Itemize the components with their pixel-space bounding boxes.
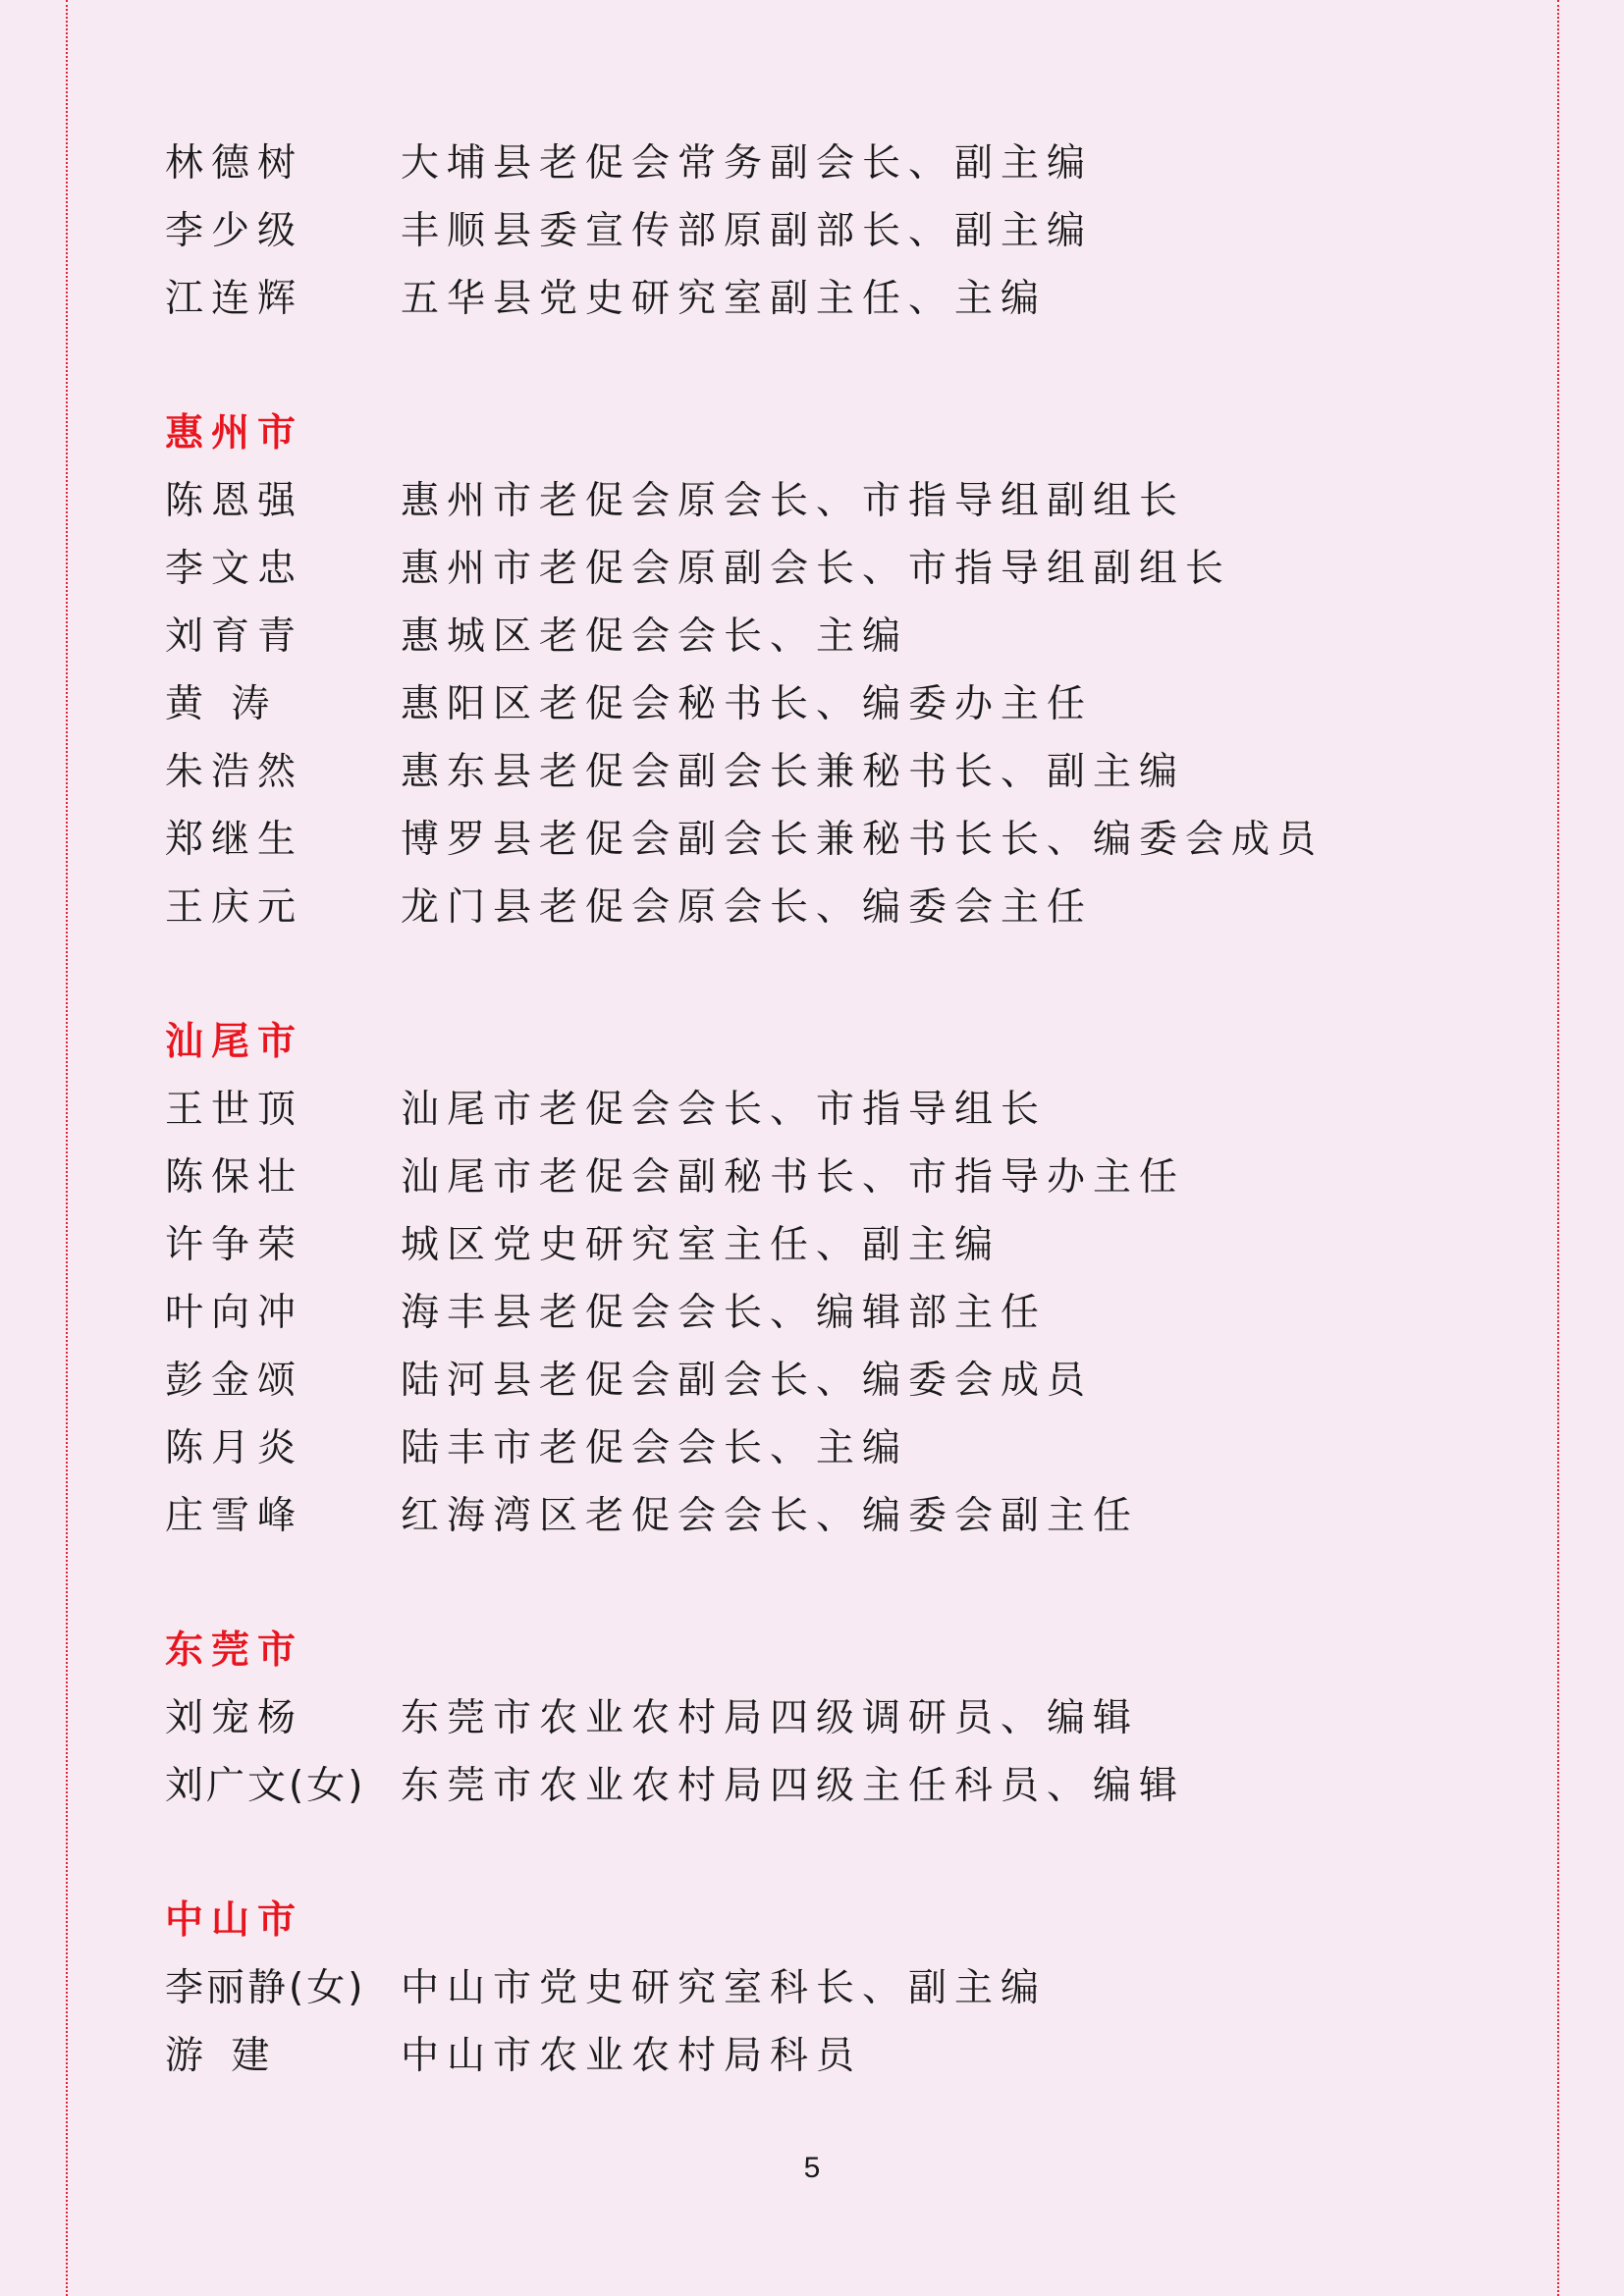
person-title: 陆河县老促会副会长、编委会成员	[401, 1358, 1094, 1403]
person-title: 东莞市农业农村局四级主任科员、编辑	[401, 1763, 1186, 1808]
list-item	[165, 1681, 1441, 1748]
person-name: 郑继生	[165, 817, 304, 862]
person-name: 刘育青	[165, 614, 304, 659]
section-continued	[165, 126, 1441, 329]
list-item	[165, 261, 1441, 329]
section-heading: 中山市	[165, 1897, 304, 1943]
person-name: 林德树	[165, 140, 304, 186]
list-item	[165, 1748, 1441, 1816]
section-huizhou	[165, 396, 1441, 937]
person-title: 龙门县老促会原会长、编委会主任	[401, 884, 1094, 930]
person-name: 彭金颂	[165, 1358, 304, 1403]
person-title: 海丰县老促会会长、编辑部主任	[401, 1290, 1048, 1335]
person-title: 丰顺县委宣传部原副部长、副主编	[401, 208, 1094, 253]
list-item	[165, 870, 1441, 937]
person-title: 汕尾市老促会副秘书长、市指导办主任	[401, 1154, 1186, 1200]
person-name: 刘广文(女)	[165, 1763, 366, 1808]
list-item	[165, 734, 1441, 802]
person-title: 红海湾区老促会会长、编委会副主任	[401, 1493, 1140, 1538]
list-item	[165, 193, 1441, 261]
section-zhongshan	[165, 1883, 1441, 2086]
person-name: 黄 涛	[165, 681, 278, 726]
list-item	[165, 1478, 1441, 1546]
list-item	[165, 1072, 1441, 1140]
list-item	[165, 1140, 1441, 1207]
person-name: 李少级	[165, 208, 304, 253]
list-item	[165, 1207, 1441, 1275]
person-title: 惠东县老促会副会长兼秘书长、副主编	[401, 749, 1186, 794]
person-title: 五华县党史研究室副主任、主编	[401, 276, 1048, 321]
person-name: 王世顶	[165, 1087, 304, 1132]
person-title: 大埔县老促会常务副会长、副主编	[401, 140, 1094, 186]
person-title: 东莞市农业农村局四级调研员、编辑	[401, 1695, 1140, 1740]
list-item	[165, 1343, 1441, 1411]
list-item	[165, 463, 1441, 531]
person-title: 惠州市老促会原副会长、市指导组副组长	[401, 546, 1232, 591]
person-title: 陆丰市老促会会长、主编	[401, 1425, 909, 1470]
person-name: 王庆元	[165, 884, 304, 930]
person-name: 李丽静(女)	[165, 1965, 366, 2010]
list-item	[165, 1275, 1441, 1343]
person-name: 庄雪峰	[165, 1493, 304, 1538]
person-title: 惠城区老促会会长、主编	[401, 614, 909, 659]
person-title: 汕尾市老促会会长、市指导组长	[401, 1087, 1048, 1132]
list-item	[165, 1411, 1441, 1478]
section-dongguan	[165, 1613, 1441, 1816]
person-title: 惠州市老促会原会长、市指导组副组长	[401, 478, 1186, 523]
person-title: 中山市农业农村局科员	[401, 2033, 863, 2078]
person-name: 许争荣	[165, 1222, 304, 1267]
person-title: 惠阳区老促会秘书长、编委办主任	[401, 681, 1094, 726]
list-item	[165, 667, 1441, 734]
person-name: 游 建	[165, 2033, 278, 2078]
person-title: 城区党史研究室主任、副主编	[401, 1222, 1001, 1267]
section-heading: 汕尾市	[165, 1019, 304, 1064]
person-title: 中山市党史研究室科长、副主编	[401, 1965, 1048, 2010]
person-name: 叶向冲	[165, 1290, 304, 1335]
person-title: 博罗县老促会副会长兼秘书长长、编委会成员	[401, 817, 1325, 862]
section-shanwei	[165, 1004, 1441, 1546]
list-item	[165, 802, 1441, 870]
person-name: 李文忠	[165, 546, 304, 591]
section-heading: 东莞市	[165, 1628, 304, 1673]
person-name: 陈恩强	[165, 478, 304, 523]
list-item	[165, 599, 1441, 667]
person-name: 陈保壮	[165, 1154, 304, 1200]
person-name: 朱浩然	[165, 749, 304, 794]
list-item	[165, 126, 1441, 193]
person-name: 陈月炎	[165, 1425, 304, 1470]
page-content	[165, 126, 1441, 2086]
person-name: 江连辉	[165, 276, 304, 321]
right-border-line	[1557, 0, 1559, 2296]
section-heading: 惠州市	[165, 410, 304, 455]
left-border-line	[66, 0, 68, 2296]
list-item	[165, 531, 1441, 599]
page-number: 5	[803, 2152, 821, 2184]
list-item	[165, 1950, 1441, 2018]
list-item	[165, 2018, 1441, 2086]
person-name: 刘宠杨	[165, 1695, 304, 1740]
